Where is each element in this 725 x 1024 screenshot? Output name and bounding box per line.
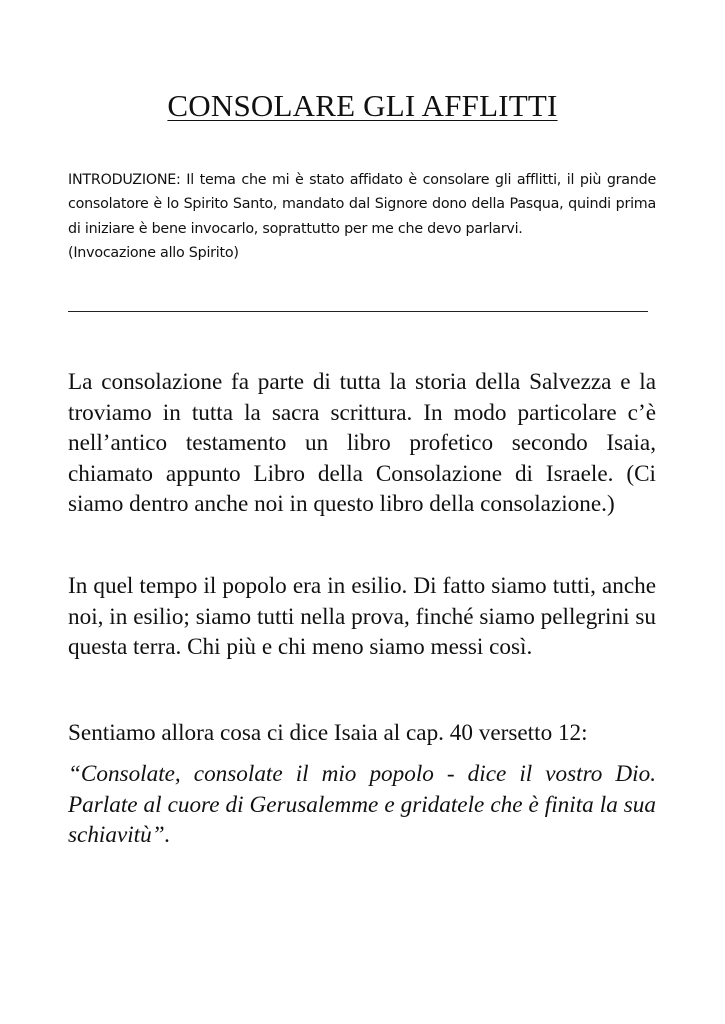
- invocation-note: (Invocazione allo Spirito): [68, 244, 239, 261]
- introduction-block: [68, 168, 656, 265]
- separator-line: [68, 311, 648, 312]
- introduction-text: INTRODUZIONE: Il tema che mi è stato affidato è consolare gli afflitti, il più grande consolatore è lo Spirito Santo, mandato dal Signore dono della Pasqua, quindi prima di iniziare è bene invocarlo, soprattutto per me che devo parlarvi.: [68, 172, 656, 237]
- isaiah-quote: “Consolate, consolate il mio popolo - dice il vostro Dio. Parlate al cuore di Gerusalemme e gridatele che è finita la sua schiavitù”.: [68, 761, 656, 848]
- document-title: CONSOLARE GLI AFFLITTI: [167, 88, 558, 123]
- paragraph-consolation: La consolazione fa parte di tutta la storia della Salvezza e la troviamo in tutta la sacra scrittura. In modo particolare c’è nell’antico testamento un libro profetico secondo Isaia, chiamato appunto Libro della Consolazione di Israele. (Ci siamo dentro anche noi in questo libro della consolazione.): [68, 369, 656, 517]
- paragraph-isaiah-reference: Sentiamo allora cosa ci dice Isaia al cap. 40 versetto 12:: [68, 720, 588, 746]
- paragraph-exile: In quel tempo il popolo era in esilio. Di fatto siamo tutti, anche noi, in esilio; siamo tutti nella prova, finché siamo pellegrini su questa terra. Chi più e chi meno siamo messi così.: [68, 573, 656, 660]
